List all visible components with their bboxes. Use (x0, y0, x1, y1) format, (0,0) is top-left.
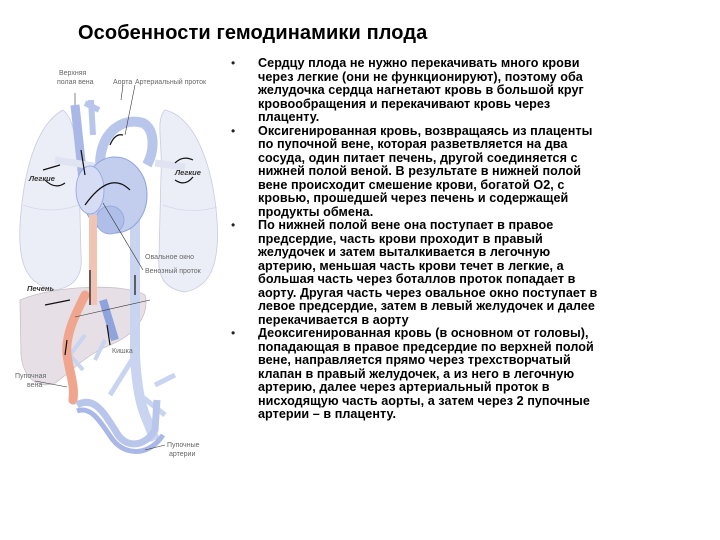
bullet-marker: • (231, 218, 236, 232)
bullet-item: • Оксигенированная кровь, возвращаясь из плаценты по пупочной вене, которая разветвляется на два сосуда, один питает печень, другой соединяется с нижней полой веной. В результате в нижней полой вене происходит смешение крови, богатой О2, с кровью, прошедшей через печень и содержащей продукты обмена. (231, 123, 593, 219)
label-ductus-arteriosus: Артериальный проток (135, 79, 207, 86)
bullet-item: • Деоксигенированная кровь (в основном от головы), попадающая в правое предсердие по верхней полой вене, направляется прямо через трехстворчатый клапан в правый желудочек, а из него в легочную артерию, далее через артериальный проток в нисходящую часть аорты, а затем через 2 пупочные артерии – в плаценту. (231, 326, 594, 421)
svg-text:полая вена: полая вена (57, 79, 94, 86)
label-umbilical-arteries: Пупочные (167, 442, 200, 449)
bullet-item: • По нижней полой вене она поступает в правое предсердие, часть крови проходит в правый желудочек и затем выталкивается в легочную артерию, меньшая часть крови течет в легкие, а большая часть через боталлов проток попадает в аорту. Другая часть через овальное окно поступает в левое предсердие, затем в левый желудочек и далее перекачивается в аорту (231, 218, 598, 327)
label-foramen-ovale: Овальное окно (145, 254, 195, 261)
bullet-marker: • (231, 56, 236, 70)
label-umbilical-vein: Пупочная (15, 373, 47, 380)
label-liver: Печень (27, 284, 54, 293)
fetal-circulation-diagram (15, 55, 230, 475)
svg-text:вена: вена (27, 382, 43, 389)
label-superior-vena-cava: Верхняя (59, 70, 87, 77)
slide-title: Особенности гемодинамики плода (78, 22, 428, 44)
label-lung-left: Легкие (29, 174, 55, 183)
bullet-marker: • (231, 123, 236, 138)
label-aorta: Аорта (113, 79, 133, 86)
bullet-marker: • (231, 326, 236, 340)
label-intestine: Кишка (112, 348, 133, 355)
label-lung-right: Легкие (175, 168, 201, 177)
label-ductus-venosus: Венозный проток (145, 268, 201, 275)
bullet-item: • Сердцу плода не нужно перекачивать много крови через легкие (они не функционируют), поэтому оба желудочка сердца нагнетают кровь в большой круг кровообращения и перекачивают кровь через плаценту. (231, 56, 584, 124)
bullet-list (228, 57, 698, 422)
svg-text:артерии: артерии (169, 451, 196, 458)
left-lung (20, 110, 82, 290)
right-lung (159, 110, 218, 292)
